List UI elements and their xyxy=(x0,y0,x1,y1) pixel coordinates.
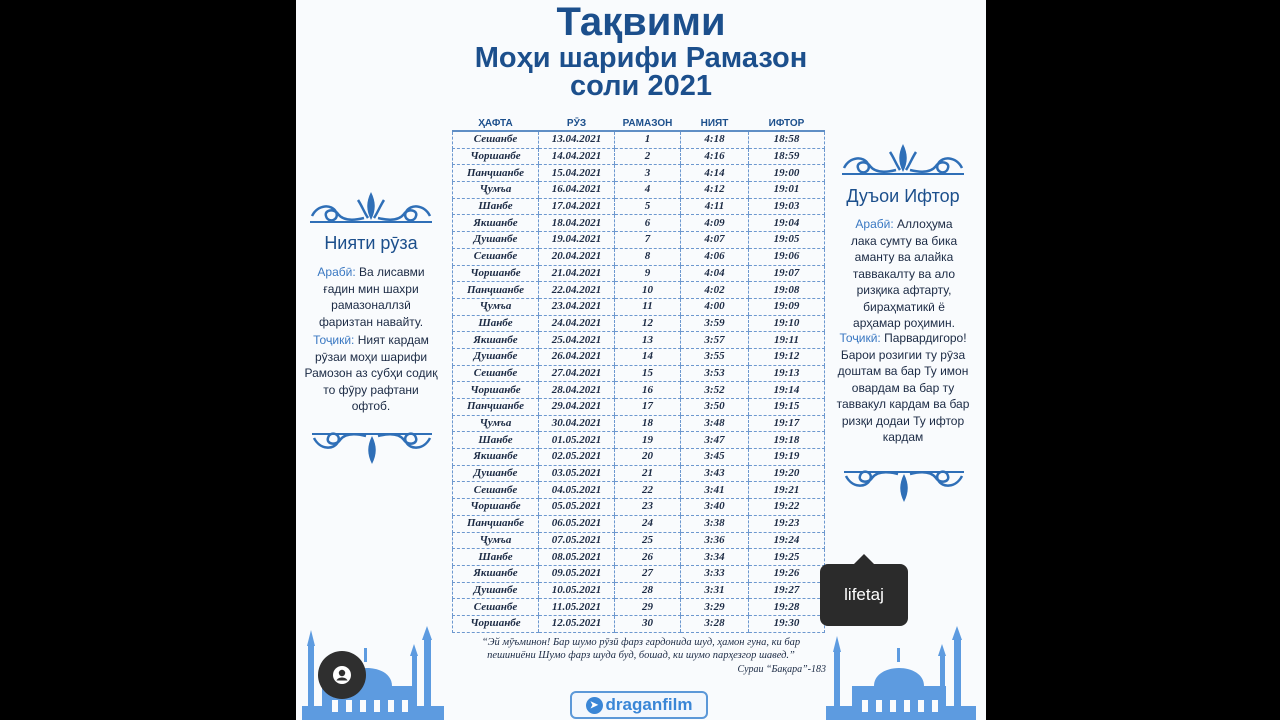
table-cell: 3:31 xyxy=(681,582,749,599)
table-cell: 3:45 xyxy=(681,449,749,466)
table-row xyxy=(453,365,825,382)
left-panel-title: Нияти рӯза xyxy=(324,233,418,253)
table-cell: 19:09 xyxy=(749,298,825,315)
table-cell: 3:52 xyxy=(681,382,749,399)
table-row xyxy=(453,215,825,232)
table-cell: 7 xyxy=(615,232,681,249)
table-cell: Чоршанбе xyxy=(453,499,539,516)
table-cell: 06.05.2021 xyxy=(539,515,615,532)
table-cell: 18:59 xyxy=(749,148,825,165)
left-tajik-label: Тоҷикӣ: xyxy=(313,333,355,347)
mosque-right-icon xyxy=(826,626,976,720)
table-cell: Ҷумъа xyxy=(453,415,539,432)
table-cell: Ҷумъа xyxy=(453,298,539,315)
table-cell: 4:07 xyxy=(681,232,749,249)
table-cell: Панҷшанбе xyxy=(453,165,539,182)
table-cell: 10.05.2021 xyxy=(539,582,615,599)
table-cell: 19:13 xyxy=(749,365,825,382)
table-row xyxy=(453,298,825,315)
table-cell: 8 xyxy=(615,248,681,265)
table-cell: 16 xyxy=(615,382,681,399)
channel-avatar-button[interactable] xyxy=(318,651,366,699)
table-cell: 04.05.2021 xyxy=(539,482,615,499)
right-tajik-text: Парвардигоро! Барои розигии ту рӯза доштам ва бар Ту имон овардам ва бар ту таввакул кардам ва бар ризқи додаи Ту ифтор кардам xyxy=(836,331,970,444)
table-cell: Сешанбе xyxy=(453,365,539,382)
table-row xyxy=(453,332,825,349)
table-cell: 3:57 xyxy=(681,332,749,349)
table-cell: 4:14 xyxy=(681,165,749,182)
table-cell: 11.05.2021 xyxy=(539,599,615,616)
table-cell: 3:29 xyxy=(681,599,749,616)
table-cell: 19 xyxy=(615,432,681,449)
table-cell: Якшанбе xyxy=(453,565,539,582)
table-cell: 4:16 xyxy=(681,148,749,165)
table-cell: 3:43 xyxy=(681,465,749,482)
column-header: РӮЗ xyxy=(539,116,615,131)
table-row xyxy=(453,532,825,549)
quote-source: Сураи “Бақара”-183 xyxy=(737,664,826,675)
table-row xyxy=(453,482,825,499)
table-cell: 19:07 xyxy=(749,265,825,282)
table-cell: 19:10 xyxy=(749,315,825,332)
table-cell: 19:04 xyxy=(749,215,825,232)
title-line-3: соли 2021 xyxy=(570,70,712,102)
right-arabic-label: Арабӣ: xyxy=(855,217,894,231)
right-arabic-text: Аллоҳума лака сумту ва бика аманту ва алайка таввакалту ва ало ризқика афтарту, бираҳматикӣ ё арҳамар роҳимин. xyxy=(850,217,958,330)
left-arabic-label: Арабӣ: xyxy=(317,265,356,279)
table-cell: 4:04 xyxy=(681,265,749,282)
table-cell: 30 xyxy=(615,615,681,632)
table-cell: 3:28 xyxy=(681,615,749,632)
title-line-2: Моҳи шарифи Рамазон xyxy=(474,42,808,74)
column-header: ИФТОР xyxy=(749,116,825,131)
table-row xyxy=(453,382,825,399)
table-cell: Сешанбе xyxy=(453,248,539,265)
table-cell: 19:08 xyxy=(749,282,825,299)
table-row xyxy=(453,499,825,516)
table-row xyxy=(453,182,825,199)
table-cell: 4:02 xyxy=(681,282,749,299)
column-header: РАМАЗОН xyxy=(615,116,681,131)
table-cell: 05.05.2021 xyxy=(539,499,615,516)
table-row xyxy=(453,565,825,582)
table-cell: 1 xyxy=(615,131,681,148)
table-cell: 17.04.2021 xyxy=(539,198,615,215)
column-header: НИЯТ xyxy=(681,116,749,131)
right-panel-arabic xyxy=(842,216,966,332)
ornament-left-top-icon xyxy=(308,186,434,230)
table-cell: Якшанбе xyxy=(453,215,539,232)
table-cell: 19:20 xyxy=(749,465,825,482)
table-cell: 11 xyxy=(615,298,681,315)
table-cell: 03.05.2021 xyxy=(539,465,615,482)
table-cell: 6 xyxy=(615,215,681,232)
table-cell: 25 xyxy=(615,532,681,549)
table-cell: 9 xyxy=(615,265,681,282)
table-row xyxy=(453,515,825,532)
table-cell: 19:03 xyxy=(749,198,825,215)
table-cell: 21 xyxy=(615,465,681,482)
table-cell: 3:48 xyxy=(681,415,749,432)
table-cell: Шанбе xyxy=(453,315,539,332)
table-cell: 19:22 xyxy=(749,499,825,516)
left-panel-arabic xyxy=(304,264,438,330)
table-cell: 19:11 xyxy=(749,332,825,349)
table-cell: 19:27 xyxy=(749,582,825,599)
table-cell: 19:24 xyxy=(749,532,825,549)
table-cell: Душанбе xyxy=(453,582,539,599)
table-row xyxy=(453,465,825,482)
table-cell: 4 xyxy=(615,182,681,199)
table-cell: 30.04.2021 xyxy=(539,415,615,432)
left-tajik-text: Ният кардам рӯзаи моҳи шарифи Рамозон аз субҳи содиқ то фӯру рафтани офтоб. xyxy=(304,333,438,413)
table-row xyxy=(453,348,825,365)
table-cell: 07.05.2021 xyxy=(539,532,615,549)
table-cell: 10 xyxy=(615,282,681,299)
tooltip-label: lifetaj xyxy=(844,585,884,604)
table-row xyxy=(453,131,825,148)
table-cell: 3:55 xyxy=(681,348,749,365)
quote-line-1: “Эй мӯъминон! Бар шумо рӯзӣ фарз гардонида шуд, ҳамон гуна, ки бар xyxy=(481,637,801,648)
table-cell: Якшанбе xyxy=(453,449,539,466)
table-cell: 14 xyxy=(615,348,681,365)
left-arabic-text: Ва лисавми ғадин мин шахри рамазоналлзӣ фаризтан навайту. xyxy=(318,265,425,329)
table-row xyxy=(453,599,825,616)
table-cell: 27 xyxy=(615,565,681,582)
table-cell: 21.04.2021 xyxy=(539,265,615,282)
table-cell: 20 xyxy=(615,449,681,466)
table-cell: Ҷумъа xyxy=(453,182,539,199)
table-cell: Душанбе xyxy=(453,465,539,482)
table-row xyxy=(453,582,825,599)
table-header-row xyxy=(453,116,825,131)
table-cell: 18:58 xyxy=(749,131,825,148)
table-cell: 08.05.2021 xyxy=(539,549,615,566)
quran-quote xyxy=(446,636,836,662)
table-cell: Чоршанбе xyxy=(453,148,539,165)
table-cell: 19:28 xyxy=(749,599,825,616)
table-cell: 18 xyxy=(615,415,681,432)
table-body xyxy=(453,131,825,632)
table-row xyxy=(453,549,825,566)
table-cell: 23 xyxy=(615,499,681,516)
table-cell: 19:25 xyxy=(749,549,825,566)
table-cell: 5 xyxy=(615,198,681,215)
table-cell: 22 xyxy=(615,482,681,499)
table-cell: 2 xyxy=(615,148,681,165)
table-cell: 19:23 xyxy=(749,515,825,532)
table-cell: 23.04.2021 xyxy=(539,298,615,315)
table-cell: 19:26 xyxy=(749,565,825,582)
table-cell: 19:05 xyxy=(749,232,825,249)
table-cell: 19:01 xyxy=(749,182,825,199)
table-cell: 29.04.2021 xyxy=(539,399,615,416)
table-cell: 15 xyxy=(615,365,681,382)
table-cell: 19:19 xyxy=(749,449,825,466)
table-cell: 26.04.2021 xyxy=(539,348,615,365)
table-cell: 4:12 xyxy=(681,182,749,199)
table-cell: Душанбе xyxy=(453,232,539,249)
telegram-icon: ➤ xyxy=(586,697,603,714)
table-row xyxy=(453,615,825,632)
table-cell: 19:14 xyxy=(749,382,825,399)
ornament-right-bottom-icon xyxy=(842,462,966,506)
table-cell: 17 xyxy=(615,399,681,416)
table-cell: 14.04.2021 xyxy=(539,148,615,165)
table-cell: 26 xyxy=(615,549,681,566)
table-cell: 02.05.2021 xyxy=(539,449,615,466)
table-cell: 13.04.2021 xyxy=(539,131,615,148)
channel-tooltip xyxy=(820,564,908,626)
table-row xyxy=(453,265,825,282)
brand-badge[interactable] xyxy=(570,691,708,719)
left-panel-tajik xyxy=(304,332,438,415)
table-cell: 19.04.2021 xyxy=(539,232,615,249)
table-row xyxy=(453,148,825,165)
table-cell: Чоршанбе xyxy=(453,615,539,632)
table-cell: 13 xyxy=(615,332,681,349)
table-cell: Шанбе xyxy=(453,549,539,566)
table-cell: 16.04.2021 xyxy=(539,182,615,199)
table-cell: 29 xyxy=(615,599,681,616)
table-cell: 25.04.2021 xyxy=(539,332,615,349)
table-cell: Панҷшанбе xyxy=(453,515,539,532)
table-cell: 15.04.2021 xyxy=(539,165,615,182)
ramadan-schedule-table xyxy=(452,116,825,633)
table-cell: 24.04.2021 xyxy=(539,315,615,332)
table-cell: Чоршанбе xyxy=(453,382,539,399)
table-cell: 20.04.2021 xyxy=(539,248,615,265)
table-cell: 12.05.2021 xyxy=(539,615,615,632)
table-cell: 28.04.2021 xyxy=(539,382,615,399)
table-cell: 09.05.2021 xyxy=(539,565,615,582)
table-cell: 4:00 xyxy=(681,298,749,315)
table-row xyxy=(453,198,825,215)
table-cell: Душанбе xyxy=(453,348,539,365)
table-cell: Шанбе xyxy=(453,432,539,449)
table-row xyxy=(453,399,825,416)
ornament-right-top-icon xyxy=(840,138,966,182)
table-cell: 19:00 xyxy=(749,165,825,182)
title-line-1: Тақвими xyxy=(556,0,726,44)
table-cell: 19:30 xyxy=(749,615,825,632)
table-cell: Ҷумъа xyxy=(453,532,539,549)
table-cell: 3:50 xyxy=(681,399,749,416)
table-cell: 3:53 xyxy=(681,365,749,382)
table-cell: 3:33 xyxy=(681,565,749,582)
table-cell: 18.04.2021 xyxy=(539,215,615,232)
table-cell: 19:06 xyxy=(749,248,825,265)
quote-line-2: пешиниёни Шумо фарз шуда буд, бошад, ки шумо парҳезгор шавед.” xyxy=(487,650,795,661)
table-cell: Якшанбе xyxy=(453,332,539,349)
table-row xyxy=(453,315,825,332)
table-cell: Чоршанбе xyxy=(453,265,539,282)
right-tajik-label: Тоҷикӣ: xyxy=(839,331,881,345)
table-cell: 28 xyxy=(615,582,681,599)
table-row xyxy=(453,165,825,182)
table-cell: Сешанбе xyxy=(453,131,539,148)
table-cell: 3 xyxy=(615,165,681,182)
table-cell: 4:09 xyxy=(681,215,749,232)
table-cell: Сешанбе xyxy=(453,482,539,499)
table-row xyxy=(453,282,825,299)
table-cell: 3:41 xyxy=(681,482,749,499)
table-cell: 22.04.2021 xyxy=(539,282,615,299)
table-cell: 19:17 xyxy=(749,415,825,432)
table-cell: 19:15 xyxy=(749,399,825,416)
table-cell: 19:21 xyxy=(749,482,825,499)
table-cell: Панҷшанбе xyxy=(453,282,539,299)
table-cell: 3:40 xyxy=(681,499,749,516)
table-row xyxy=(453,415,825,432)
table-cell: Панҷшанбе xyxy=(453,399,539,416)
ornament-left-bottom-icon xyxy=(310,424,434,468)
table-row xyxy=(453,232,825,249)
table-cell: 3:59 xyxy=(681,315,749,332)
table-cell: 01.05.2021 xyxy=(539,432,615,449)
table-cell: 27.04.2021 xyxy=(539,365,615,382)
user-icon xyxy=(332,665,352,685)
table-cell: Сешанбе xyxy=(453,599,539,616)
table-row xyxy=(453,449,825,466)
table-cell: 3:47 xyxy=(681,432,749,449)
table-cell: 4:18 xyxy=(681,131,749,148)
table-cell: 3:36 xyxy=(681,532,749,549)
table-cell: 24 xyxy=(615,515,681,532)
table-cell: 3:34 xyxy=(681,549,749,566)
table-cell: 4:11 xyxy=(681,198,749,215)
table-row xyxy=(453,248,825,265)
table-row xyxy=(453,432,825,449)
table-cell: 3:38 xyxy=(681,515,749,532)
column-header: ҲАФТА xyxy=(453,116,539,131)
right-panel-tajik xyxy=(836,330,970,446)
table-cell: 12 xyxy=(615,315,681,332)
table-cell: Шанбе xyxy=(453,198,539,215)
table-cell: 19:12 xyxy=(749,348,825,365)
right-panel-title: Дуъои Ифтор xyxy=(846,186,960,206)
brand-label: draganfilm xyxy=(605,695,693,714)
table-cell: 19:18 xyxy=(749,432,825,449)
table-cell: 4:06 xyxy=(681,248,749,265)
